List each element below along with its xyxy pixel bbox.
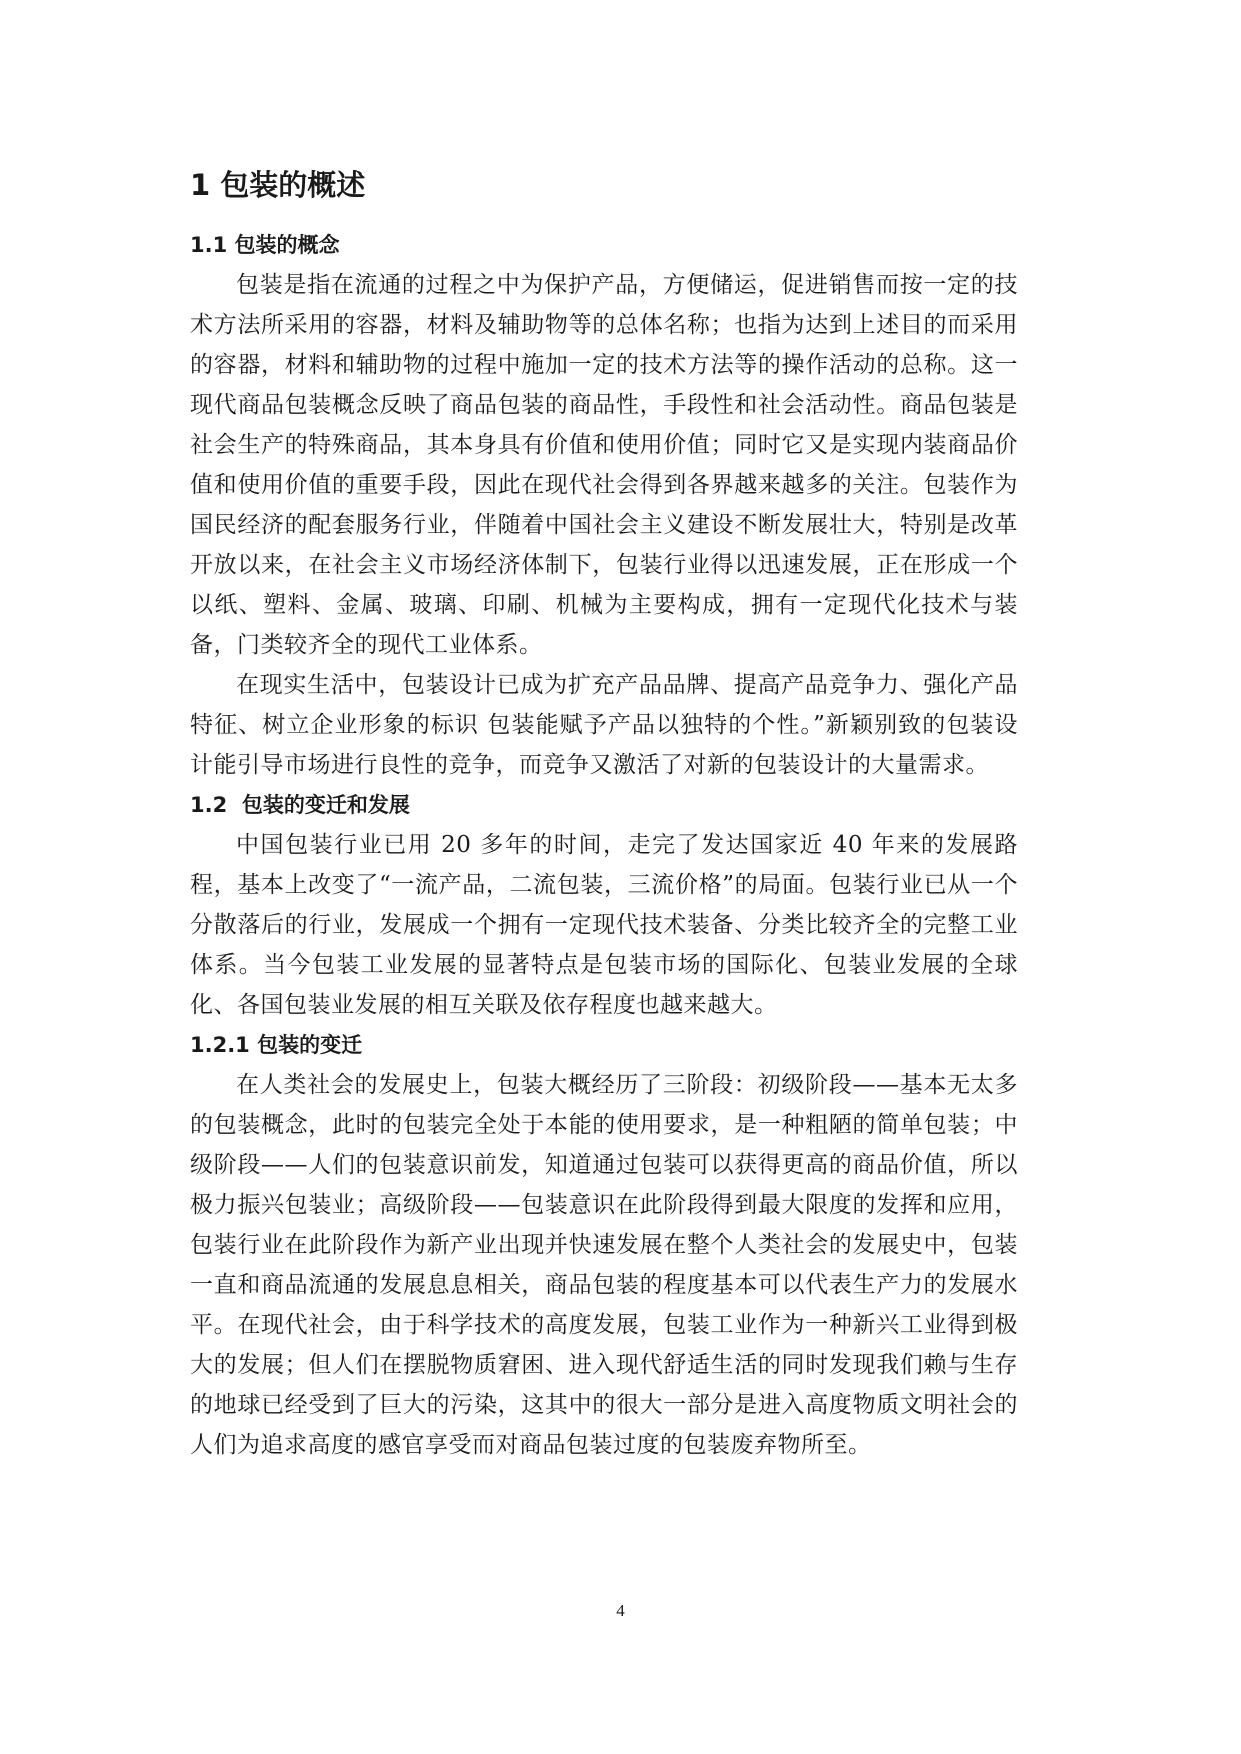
section-1-2-1-heading: 1.2.1 包装的变迁	[190, 1033, 363, 1057]
section-1-1-paragraph-1: 包装是指在流通的过程之中为保护产品，方便储运，促进销售而按一定的技术方法所采用的容器，材料及辅助物等的总体名称；也指为达到上述目的而采用的容器，材料和辅助物的过程中施加一定的技术方法等的操作活动的总称。这一现代商品包装概念反映了商品包装的商品性，手段性和社会活动性。商品包装是社会生产的特殊商品，其本身具有价值和使用价值；同时它又是实现内装商品价值和使用价值的重要手段，因此在现代社会得到各界越来越多的关注。包装作为国民经济的配套服务行业，伴随着中国社会主义建设不断发展壮大，特别是改革开放以来，在社会主义市场经济体制下，包装行业得以迅速发展，正在形成一个以纸、塑料、金属、玻璃、印刷、机械为主要构成，拥有一定现代化技术与装备，门类较齐全的现代工业体系。	[190, 272, 1018, 658]
page-number: 4	[616, 1601, 625, 1620]
section-1-2-heading: 1.2 包装的变迁和发展	[190, 793, 410, 817]
section-1-2-paragraph-1: 中国包装行业已用 20 多年的时间，走完了发达国家近 40 年来的发展路程，基本上改变了“一流产品，二流包装，三流价格”的局面。包装行业已从一个分散落后的行业，发展成一个拥有一定现代技术装备、分类比较齐全的完整工业体系。当今包装工业发展的显著特点是包装市场的国际化、包装业发展的全球化、各国包装业发展的相互关联及依存程度也越来越大。	[190, 832, 1018, 1018]
section-1-heading: 1 包装的概述	[190, 168, 366, 202]
section-1-1-heading: 1.1 包装的概念	[190, 233, 340, 257]
section-1-2-1-paragraph-1: 在人类社会的发展史上，包装大概经历了三阶段：初级阶段——基本无太多的包装概念，此时的包装完全处于本能的使用要求，是一种粗陋的简单包装；中级阶段——人们的包装意识前发，知道通过包装可以获得更高的商品价值，所以极力振兴包装业；高级阶段——包装意识在此阶段得到最大限度的发挥和应用，包装行业在此阶段作为新产业出现并快速发展在整个人类社会的发展史中，包装一直和商品流通的发展息息相关，商品包装的程度基本可以代表生产力的发展水平。在现代社会，由于科学技术的高度发展，包装工业作为一种新兴工业得到极大的发展；但人们在摆脱物质窘困、进入现代舒适生活的同时发现我们赖与生存的地球已经受到了巨大的污染，这其中的很大一部分是进入高度物质文明社会的人们为追求高度的感官享受而对商品包装过度的包装废弃物所至。	[190, 1072, 1018, 1458]
page-content	[190, 165, 1018, 1465]
section-1-1-paragraph-2: 在现实生活中，包装设计已成为扩充产品品牌、提高产品竞争力、强化产品特征、树立企业形象的标识 包装能赋予产品以独特的个性。”新颖别致的包装设计能引导市场进行良性的竞争，而竞争又激活了对新的包装设计的大量需求。	[190, 672, 1018, 778]
